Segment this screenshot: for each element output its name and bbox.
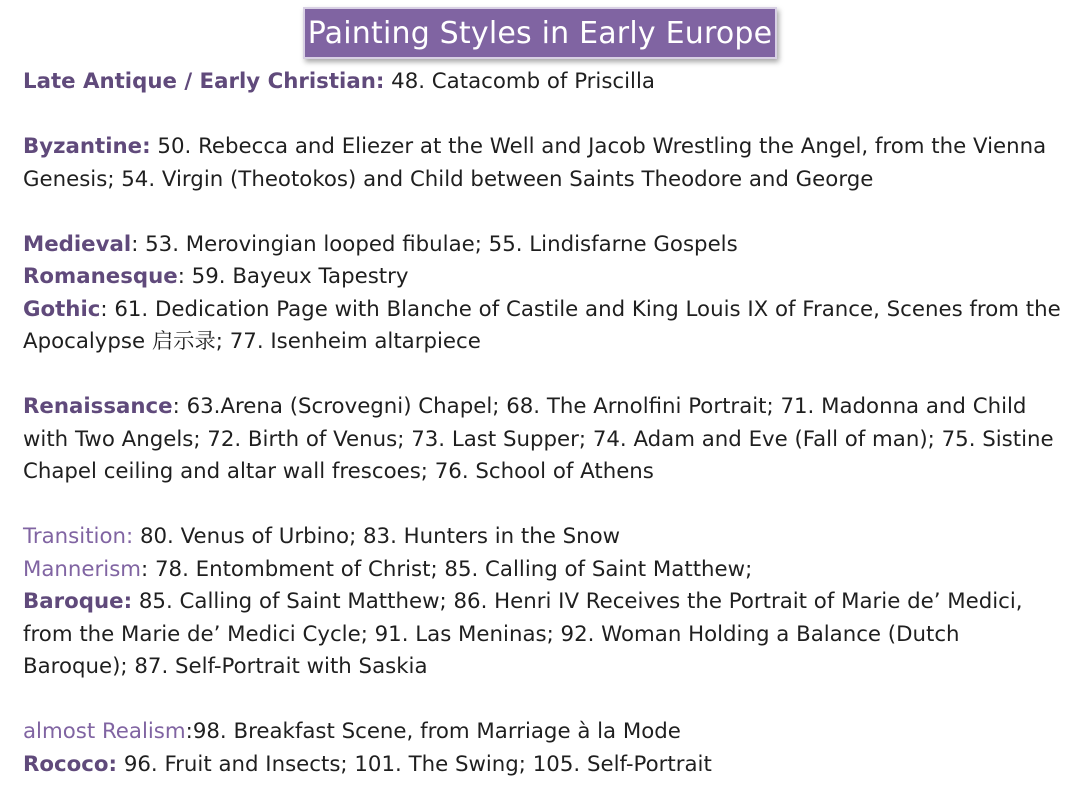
text-rococo: 96. Fruit and Insects; 101. The Swing; 105. Self-Portrait xyxy=(117,751,712,777)
section-late-antique xyxy=(23,66,1068,99)
slide-title-box xyxy=(303,7,777,59)
label-mannerism: Mannerism xyxy=(23,556,142,582)
label-transition: Transition: xyxy=(23,524,134,549)
section-medieval xyxy=(23,229,1068,262)
text-byzantine: 50. Rebecca and Eliezer at the Well and Jacob Wrestling the Angel, from the Vienna Genesis; 54. Virgin (Theotokos) and Child between Saints Theodore and George xyxy=(23,134,1047,192)
label-medieval: Medieval xyxy=(23,231,132,257)
section-rococo xyxy=(23,749,1068,782)
slide-title: Painting Styles in Early Europe xyxy=(307,15,773,51)
label-almost-realism: almost Realism xyxy=(23,719,186,744)
label-byzantine: Byzantine: xyxy=(23,134,151,159)
text-transition: 80. Venus of Urbino; 83. Hunters in the Snow xyxy=(133,524,621,549)
section-mannerism xyxy=(23,554,1068,587)
text-gothic: : 61. Dedication Page with Blanche of Castile and King Louis IX of France, Scenes from the Apocalypse 启示录; 77. Isenheim altarpiece xyxy=(23,296,1061,354)
spacer xyxy=(23,99,1068,132)
text-mannerism: : 78. Entombment of Christ; 85. Calling of Saint Matthew; xyxy=(141,556,753,582)
section-almost-realism xyxy=(23,716,1068,749)
section-renaissance xyxy=(23,391,1068,489)
text-romanesque: : 59. Bayeux Tapestry xyxy=(177,264,409,289)
label-romanesque: Romanesque xyxy=(23,264,178,289)
spacer xyxy=(23,684,1068,717)
section-byzantine xyxy=(23,131,1068,196)
text-almost-realism: :98. Breakfast Scene, from Marriage à la Mode xyxy=(185,719,681,744)
label-rococo: Rococo: xyxy=(23,751,118,777)
section-transition xyxy=(23,521,1068,554)
section-romanesque xyxy=(23,261,1068,294)
spacer xyxy=(23,196,1068,229)
text-late-antique: 48. Catacomb of Priscilla xyxy=(384,69,655,94)
label-gothic: Gothic xyxy=(23,296,101,322)
slide-content xyxy=(23,66,1068,781)
section-gothic xyxy=(23,294,1068,359)
label-baroque: Baroque: xyxy=(23,589,133,614)
spacer xyxy=(23,489,1068,522)
label-renaissance: Renaissance xyxy=(23,394,173,419)
spacer xyxy=(23,359,1068,392)
text-baroque: 85. Calling of Saint Matthew; 86. Henri IV Receives the Portrait of Marie de’ Medici, from the Marie de’ Medici Cycle; 91. Las Meninas; 92. Woman Holding a Balance (Dutch Baroque); 87. Self-Portrait with Saskia xyxy=(23,589,1023,679)
text-medieval: : 53. Merovingian looped fibulae; 55. Lindisfarne Gospels xyxy=(131,231,738,257)
section-baroque xyxy=(23,586,1068,684)
text-renaissance: : 63.Arena (Scrovegni) Chapel; 68. The Arnolfini Portrait; 71. Madonna and Child with Two Angels; 72. Birth of Venus; 73. Last Supper; 74. Adam and Eve (Fall of man); 75. Sistine Chapel ceiling and altar wall frescoes; 76. School of Athens xyxy=(23,394,1054,484)
label-late-antique: Late Antique / Early Christian: xyxy=(23,69,385,94)
